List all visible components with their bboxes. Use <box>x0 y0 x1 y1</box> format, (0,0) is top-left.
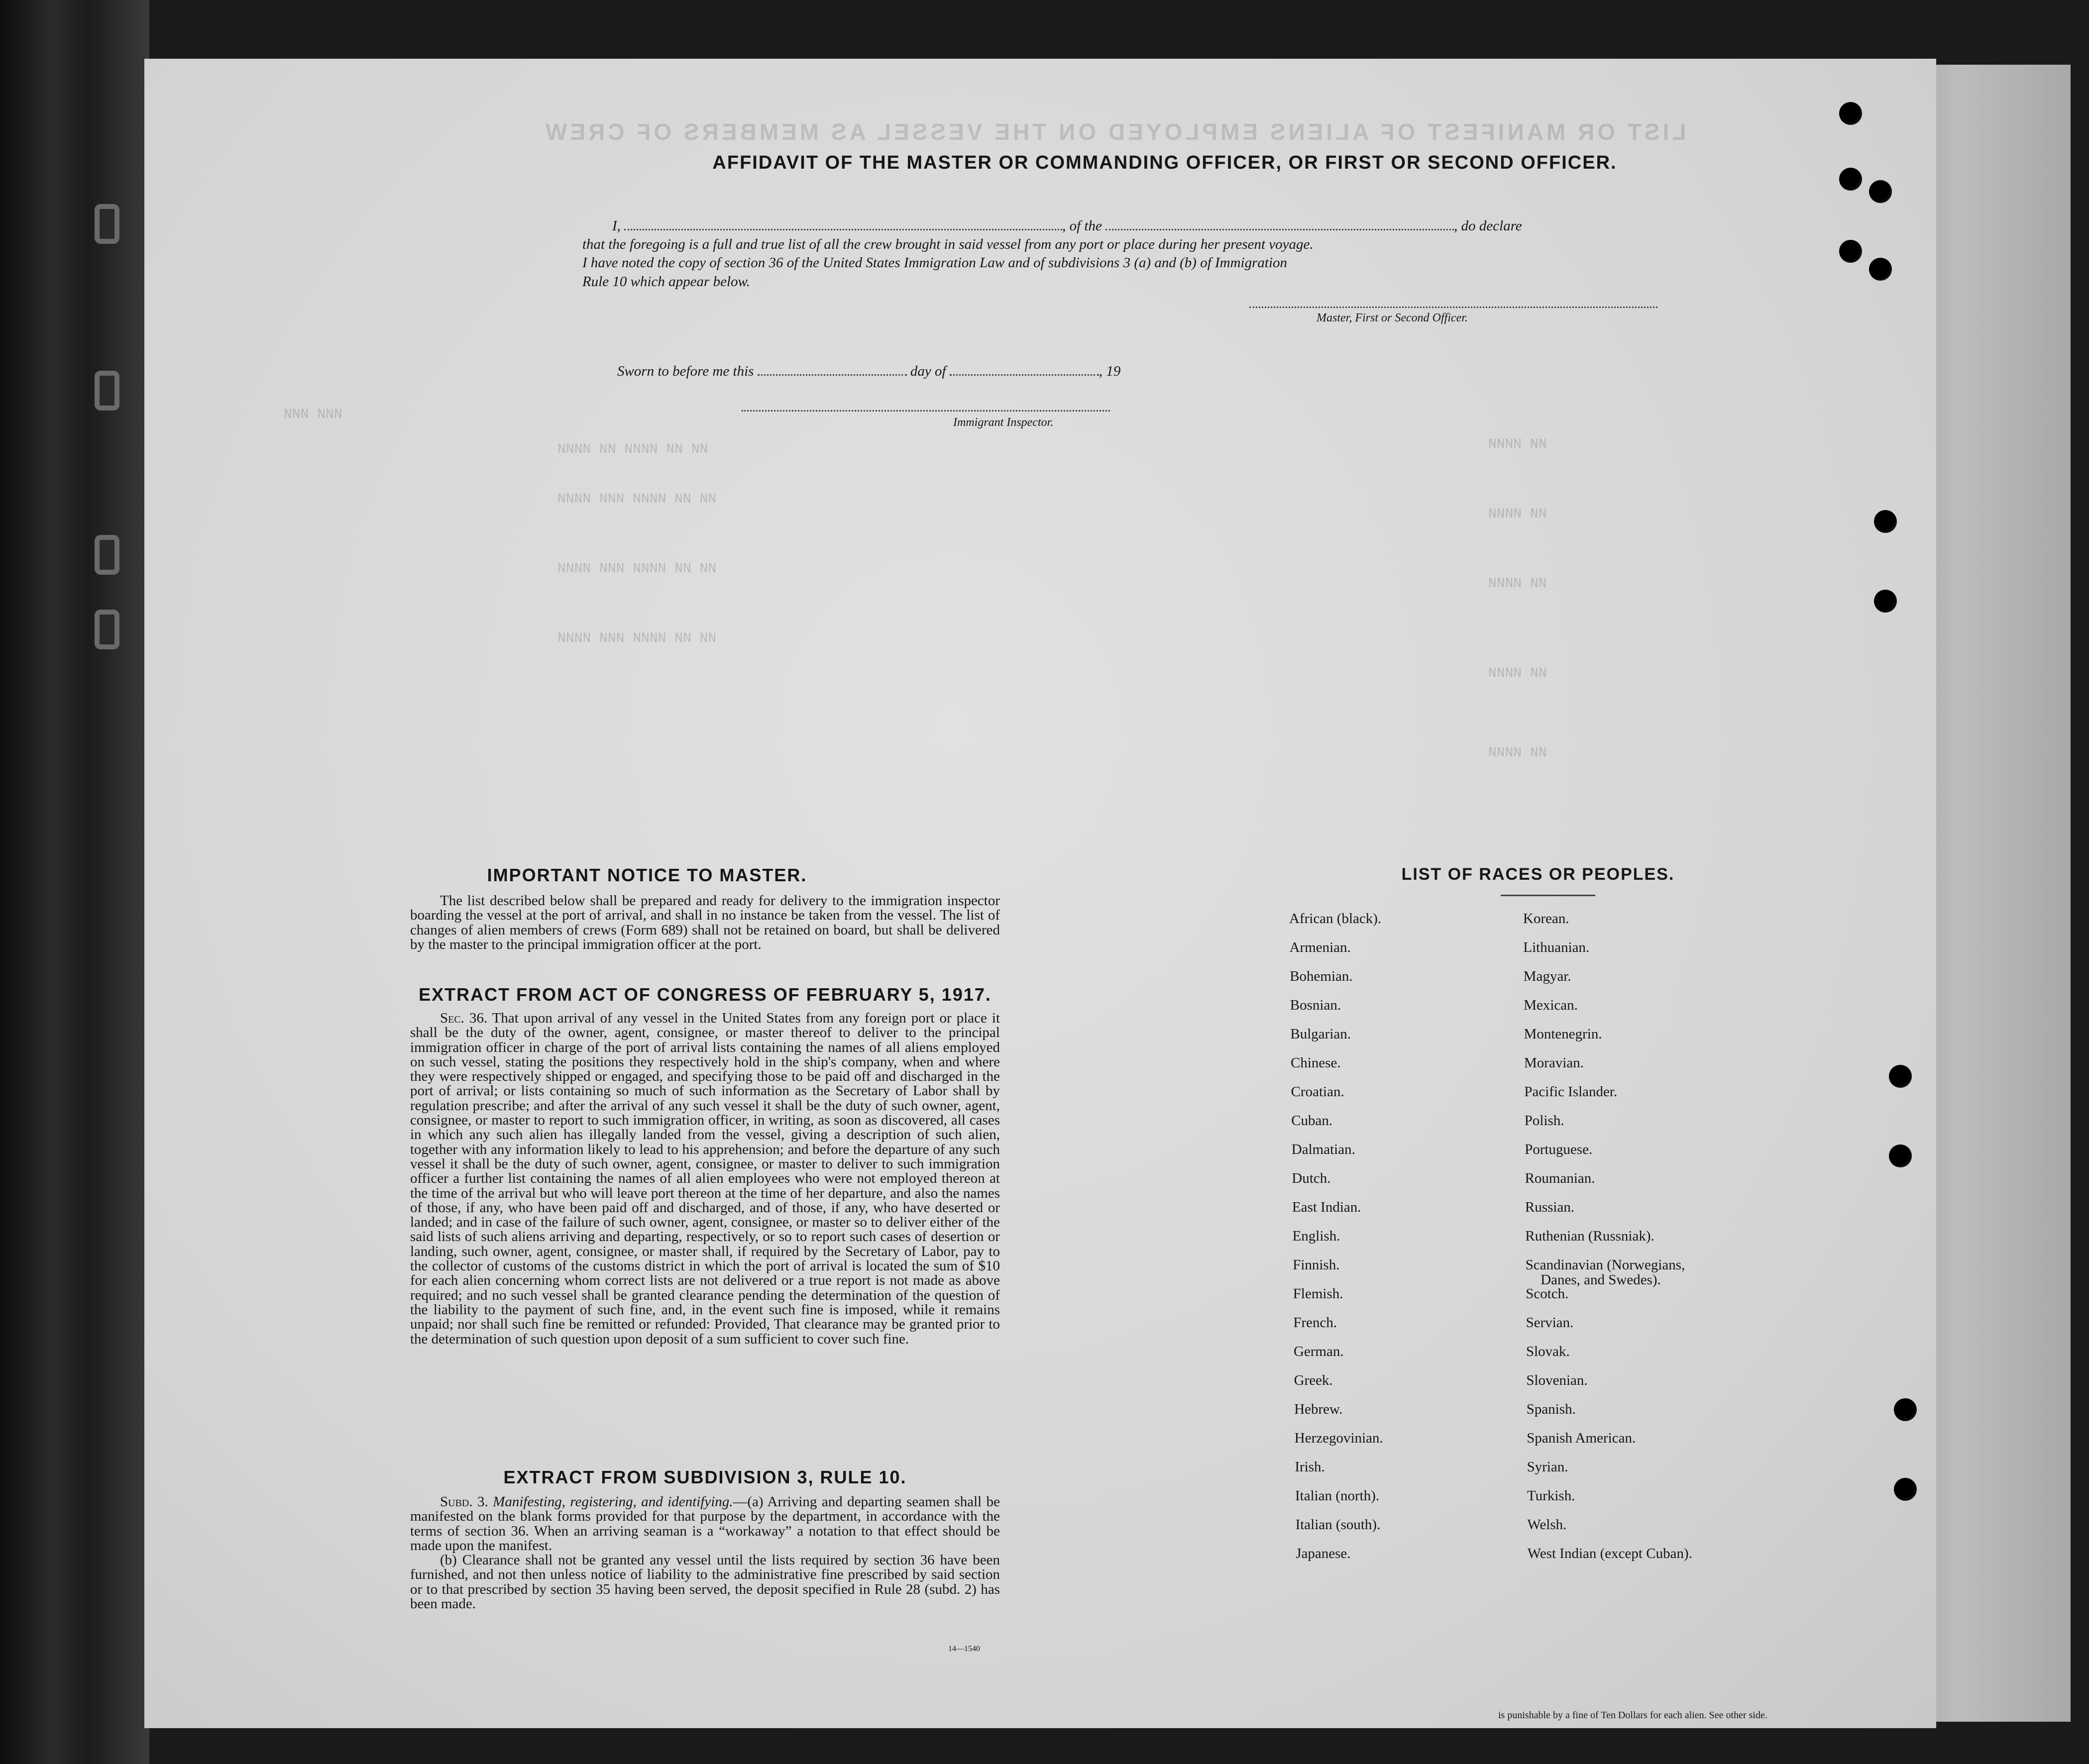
race-item: Flemish. <box>1293 1286 1343 1302</box>
rule-para-a: —(a) Arriving and departing seamen shall be manifested on the blank forms provided for that purpose by the department, in accordance with the terms of section 36. When an arriving seaman is a “workaway” a notation to that effect should be made upon the manifest. <box>410 1494 1000 1554</box>
rule-extract-text-block <box>410 1495 1000 1611</box>
affidavit-declare-label: , do declare <box>1454 218 1522 234</box>
race-item: Irish. <box>1295 1459 1325 1475</box>
race-item: Turkish. <box>1527 1488 1575 1504</box>
race-item: Mexican. <box>1524 997 1578 1013</box>
bleed-through-row: NNN NNN <box>284 407 342 422</box>
sworn-label: Sworn to before me this <box>617 363 754 379</box>
affidavit-line-3: I have noted the copy of section 36 of the United States Immigration Law and of subdivisions 3 (a) and (b) of Immigration <box>582 255 1288 271</box>
race-item: Herzegovinian. <box>1294 1430 1383 1446</box>
notice-text-block <box>410 894 1000 952</box>
bleed-through-row: NNNN NN <box>1488 576 1547 592</box>
race-item: Cuban. <box>1291 1113 1333 1129</box>
bleed-through-row: NNNN NN <box>1488 507 1547 522</box>
act-extract-text-block <box>410 1011 1000 1347</box>
punch-hole <box>1874 510 1897 533</box>
form-number: 14—1540 <box>948 1645 980 1653</box>
rule-para-b: (b) Clearance shall not be granted any vessel until the lists required by section 36 have been furnished, and not then unless notice of liability to the administrative fine prescribed by said section or to that prescribed by section 35 having been served, the deposit specified in Rule 28 (subd. 2) has been made. <box>410 1552 1000 1612</box>
race-item: Japanese. <box>1296 1546 1351 1561</box>
signature-caption: Master, First or Second Officer. <box>1317 311 1468 324</box>
inspector-caption: Immigrant Inspector. <box>953 416 1054 429</box>
binder-ring <box>95 535 119 575</box>
sworn-day-field[interactable] <box>758 374 907 376</box>
act-extract-text: That upon arrival of any vessel in the United States from any foreign port or place it shall be the duty of the owner, agent, consignee, or master thereof to deliver to the principal immigration officer in charge of the port of arrival lists containing the names of all aliens employed on such vessel, stating the positions they respectively hold in the ship's company, when and where they were respectively shipped or engaged, and specifying those to be paid off and discharged in the port of arrival; or lists containing so much of such information as the Secretary of Labor shall by regulation prescribe; and after the arrival of any such vessel it shall be the duty of such owner, agent, consignee, or master to report to such immigration officer, in writing, as soon as discovered, all cases in which any such alien has illegally landed from the vessel, giving a description of such alien, together with any information likely to lead to his apprehension; and before the departure of any such vessel it shall be the duty of such owner, agent, consignee, or master to deliver to such immigration officer a further list containing the names of all alien employees who were not employed thereon at the time of the arrival but who will leave port thereon at the time of her departure, and also the names of those, if any, who have been paid off and discharged, and of those, if any, who have deserted or landed; and in case of the failure of such owner, agent, consignee, or master so to deliver either of the said lists of such aliens arriving and departing, respectively, or so to report such cases of desertion or landing, such owner, agent, consignee, or master shall, if required by the Secretary of Labor, pay to the collector of customs of the customs district in which the port of arrival is located the sum of $10 for each alien concerning whom correct lists are not delivered or a true report is not made as above required; and no such vessel shall be granted clearance pending the determination of the question of the liability to the payment of such fine, and, in the event such fine is imposed, while it remains unpaid; nor shall such fine be remitted or refunded: Provided, That clearance may be granted prior to the determination of such question upon deposit of a sum sufficient to cover such fine. <box>410 1010 1000 1347</box>
bleed-through-row: NNNN NN <box>1488 745 1547 761</box>
vessel-name-field[interactable] <box>1105 229 1454 230</box>
punch-hole <box>1889 1065 1912 1088</box>
race-item: Korean. <box>1523 911 1569 927</box>
race-item: Moravian. <box>1524 1055 1584 1071</box>
race-item: Magyar. <box>1523 968 1571 984</box>
binder-edge <box>0 0 149 1764</box>
punch-hole <box>1894 1478 1917 1501</box>
punch-hole <box>1894 1398 1917 1421</box>
affidavit-line-1 <box>612 218 1522 234</box>
affidavit-line-2: that the foregoing is a full and true list of all the crew brought in said vessel from any port or place during her present voyage. <box>582 236 1314 252</box>
bleed-through-row: NNNN NN NNNN NN NN <box>557 442 708 457</box>
master-name-field[interactable] <box>624 229 1062 230</box>
bleed-through-row: NNNN NN <box>1488 437 1547 452</box>
race-item: Syrian. <box>1527 1459 1568 1475</box>
notice-text: The list described below shall be prepared and ready for delivery to the immigration inspector boarding the vessel at the port of arrival, and shall in no instance be taken from the vessel. The list of changes of alien members of crews (Form 689) shall not be retained on board, but shall be delivered by the master to the principal immigration officer at the port. <box>410 893 1000 952</box>
rule-extract-title: EXTRACT FROM SUBDIVISION 3, RULE 10. <box>503 1467 907 1487</box>
race-item: Dalmatian. <box>1291 1141 1355 1157</box>
section-label: Sec. 36. <box>440 1010 488 1026</box>
race-item: Danes, and Swedes). <box>1540 1272 1661 1288</box>
race-item: Finnish. <box>1293 1257 1340 1273</box>
race-item: Armenian. <box>1289 939 1351 955</box>
race-item: English. <box>1292 1228 1340 1244</box>
race-item: Ruthenian (Russniak). <box>1525 1228 1654 1244</box>
bleed-through-row: NNNN NNN NNNN NN NN <box>557 631 717 646</box>
punch-hole <box>1839 102 1862 125</box>
race-item: Polish. <box>1524 1113 1564 1129</box>
race-item: Servian. <box>1526 1315 1574 1331</box>
race-item: Italian (south). <box>1295 1517 1381 1533</box>
subd-heading: Manifesting, registering, and identifying. <box>493 1494 733 1510</box>
sworn-line <box>617 363 1120 380</box>
race-item: Croatian. <box>1291 1084 1344 1100</box>
affidavit-line-4: Rule 10 which appear below. <box>582 274 750 290</box>
punch-hole <box>1839 168 1862 191</box>
race-item: German. <box>1294 1344 1344 1359</box>
punch-hole <box>1869 180 1892 203</box>
race-item: French. <box>1293 1315 1337 1331</box>
race-item: Chinese. <box>1291 1055 1341 1071</box>
punch-hole <box>1839 240 1862 263</box>
inspector-signature-line[interactable] <box>742 410 1110 412</box>
binder-ring <box>95 610 119 649</box>
race-item: Roumanian. <box>1525 1170 1595 1186</box>
punch-hole <box>1869 258 1892 281</box>
race-item: Montenegrin. <box>1524 1026 1602 1042</box>
race-item: Scotch. <box>1526 1286 1569 1302</box>
affidavit-i-label: I, <box>612 218 621 234</box>
act-extract-title: EXTRACT FROM ACT OF CONGRESS OF FEBRUARY 5, 1917. <box>419 984 991 1005</box>
punch-hole <box>1874 590 1897 613</box>
bleed-through-row: NNNN NNN NNNN NN NN <box>557 561 717 577</box>
notice-title: IMPORTANT NOTICE TO MASTER. <box>487 865 807 885</box>
races-title: LIST OF RACES OR PEOPLES. <box>1401 865 1675 884</box>
bleed-through-row: NNNN NNN NNNN NN NN <box>557 492 717 507</box>
year-label: , 19 <box>1099 363 1121 379</box>
footer-note: is punishable by a fine of Ten Dollars for each alien. See other side. <box>1498 1710 1767 1721</box>
race-item: Bohemian. <box>1290 968 1353 984</box>
race-item: Portuguese. <box>1525 1141 1593 1157</box>
affidavit-of-the-label: , of the <box>1062 218 1102 234</box>
race-item: Russian. <box>1525 1199 1575 1215</box>
race-item: Spanish. <box>1526 1401 1576 1417</box>
document-page <box>144 59 1936 1728</box>
sworn-month-field[interactable] <box>950 374 1099 376</box>
race-item: Bulgarian. <box>1290 1026 1351 1042</box>
bleed-through-header: LIST OR MANIFEST OF ALIENS EMPLOYED ON THE VESSEL AS MEMBERS OF CREW <box>543 119 1686 145</box>
race-item: Lithuanian. <box>1523 939 1590 955</box>
races-title-rule <box>1501 895 1595 896</box>
race-item: Italian (north). <box>1295 1488 1380 1504</box>
race-item: West Indian (except Cuban). <box>1527 1546 1692 1561</box>
binder-ring <box>95 204 119 244</box>
affidavit-title: AFFIDAVIT OF THE MASTER OR COMMANDING OFFICER, OR FIRST OR SECOND OFFICER. <box>712 152 1617 173</box>
race-item: Spanish American. <box>1527 1430 1636 1446</box>
binder-ring <box>95 371 119 411</box>
race-item: African (black). <box>1289 911 1382 927</box>
race-item: Pacific Islander. <box>1524 1084 1618 1100</box>
race-item: Dutch. <box>1292 1170 1331 1186</box>
race-item: Hebrew. <box>1294 1401 1343 1417</box>
race-item: Greek. <box>1294 1372 1333 1388</box>
race-item: Scandinavian (Norwegians, <box>1525 1257 1685 1273</box>
race-item: Slovenian. <box>1526 1372 1588 1388</box>
race-item: East Indian. <box>1292 1199 1361 1215</box>
day-of-label: day of <box>910 363 946 379</box>
master-signature-line[interactable] <box>1249 307 1657 308</box>
race-item: Bosnian. <box>1290 997 1341 1013</box>
punch-hole <box>1889 1144 1912 1167</box>
subd-label: Subd. 3. <box>440 1494 488 1510</box>
race-item: Slovak. <box>1526 1344 1570 1359</box>
race-item: Welsh. <box>1527 1517 1567 1533</box>
bleed-through-row: NNNN NN <box>1488 666 1547 681</box>
